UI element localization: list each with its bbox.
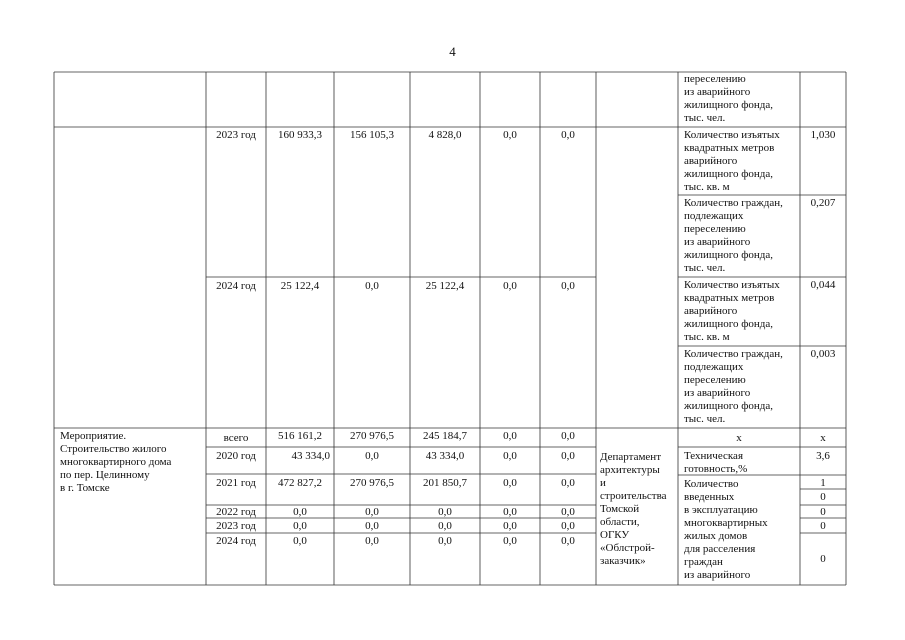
other-cell: 0,0 (561, 450, 575, 462)
total-cell: 160 933,3 (278, 129, 322, 141)
local-cell: 0,0 (503, 280, 517, 292)
total-cell: 516 161,2 (278, 430, 322, 442)
regional-cell: 4 828,0 (428, 129, 462, 141)
indicator-value: 1 (820, 477, 826, 489)
local-cell: 0,0 (503, 450, 517, 462)
indicator-citizens: Количество граждан, подлежащих переселению из аварийного жилищного фонда, тыс. чел. (684, 197, 783, 274)
total-cell: 0,0 (293, 520, 307, 532)
indicator-value: 0 (820, 520, 826, 532)
year-cell: 2022 год (216, 506, 256, 518)
regional-cell: 25 122,4 (425, 280, 465, 292)
year-cell: 2020 год (216, 450, 256, 462)
year-cell: 2024 год (216, 535, 256, 547)
indicator-readiness: Техническая готовность,% (684, 450, 748, 475)
regional-cell: 245 184,7 (423, 430, 467, 442)
regional-cell: 201 850,7 (423, 477, 467, 489)
total-cell: 43 334,0 (291, 450, 330, 462)
federal-cell: 270 976,5 (350, 477, 394, 489)
indicator-area: Количество изъятых квадратных метров аварийного жилищного фонда, тыс. кв. м (684, 279, 780, 343)
federal-cell: 156 105,3 (350, 129, 394, 141)
indicator-citizens: Количество граждан, подлежащих переселению из аварийного жилищного фонда, тыс. чел. (684, 348, 783, 425)
local-cell: 0,0 (503, 477, 517, 489)
indicator-carryover: переселению из аварийного жилищного фонда, тыс. чел. (684, 73, 773, 124)
local-cell: 0,0 (503, 506, 517, 518)
other-cell: 0,0 (561, 430, 575, 442)
indicator-x-mark: x (736, 432, 742, 444)
federal-cell: 0,0 (365, 535, 379, 547)
value-x-mark: x (820, 432, 826, 444)
local-cell: 0,0 (503, 129, 517, 141)
executor-cell: Департамент архитектуры и строительства Томской области, ОГКУ «Облстрой- заказчик» (600, 451, 667, 567)
total-cell: 472 827,2 (278, 477, 322, 489)
total-cell: 0,0 (293, 506, 307, 518)
other-cell: 0,0 (561, 477, 575, 489)
federal-cell: 0,0 (365, 520, 379, 532)
year-cell: всего (223, 432, 249, 444)
indicator-area: Количество изъятых квадратных метров аварийного жилищного фонда, тыс. кв. м (684, 129, 780, 193)
year-cell: 2021 год (216, 477, 256, 489)
indicator-value: 0,044 (810, 279, 836, 291)
total-cell: 25 122,4 (280, 280, 320, 292)
federal-cell: 0,0 (365, 506, 379, 518)
other-cell: 0,0 (561, 506, 575, 518)
other-cell: 0,0 (561, 520, 575, 532)
other-cell: 0,0 (561, 280, 575, 292)
year-cell: 2023 год (216, 129, 256, 141)
indicator-value: 0,207 (810, 197, 836, 209)
local-cell: 0,0 (503, 520, 517, 532)
local-cell: 0,0 (503, 430, 517, 442)
local-cell: 0,0 (503, 535, 517, 547)
measure-title: Мероприятие. Строительство жилого многоквартирного дома по пер. Целинному в г. Томске (60, 430, 172, 494)
indicator-value: 0 (820, 491, 826, 503)
other-cell: 0,0 (561, 129, 575, 141)
regional-cell: 0,0 (438, 520, 452, 532)
year-cell: 2024 год (216, 280, 256, 292)
regional-cell: 43 334,0 (425, 450, 465, 462)
indicator-value: 3,6 (816, 450, 830, 462)
federal-cell: 270 976,5 (350, 430, 394, 442)
indicator-houses: Количество введенных в эксплуатацию многоквартирных жилых домов для расселения граждан из аварийного (684, 478, 768, 581)
page-number: 4 (449, 44, 456, 59)
federal-cell: 0,0 (365, 280, 379, 292)
total-cell: 0,0 (293, 535, 307, 547)
federal-cell: 0,0 (365, 450, 379, 462)
other-cell: 0,0 (561, 535, 575, 547)
indicator-value: 0,003 (810, 348, 836, 360)
indicator-value: 0 (820, 506, 826, 518)
year-cell: 2023 год (216, 520, 256, 532)
regional-cell: 0,0 (438, 506, 452, 518)
regional-cell: 0,0 (438, 535, 452, 547)
indicator-value: 0 (820, 553, 826, 565)
indicator-value: 1,030 (810, 129, 836, 141)
